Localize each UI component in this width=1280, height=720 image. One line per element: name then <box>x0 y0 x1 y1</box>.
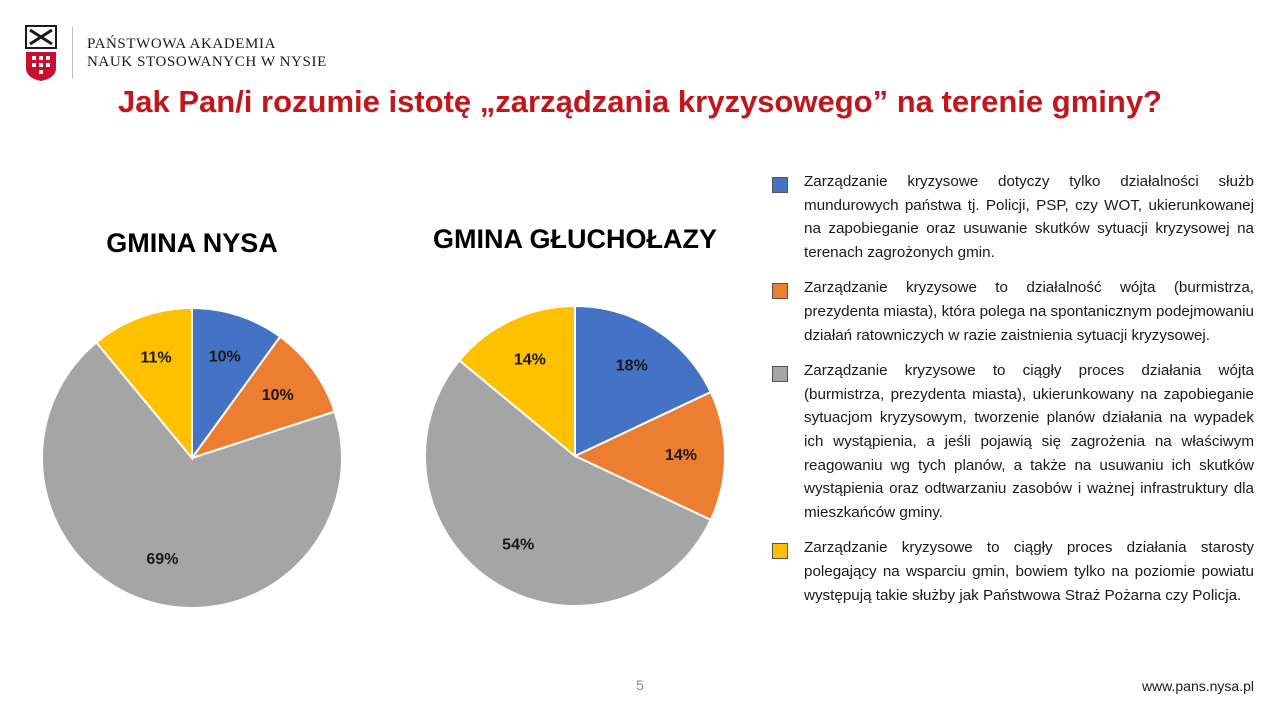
pie-chart-nysa <box>42 308 342 608</box>
pie-label-glucholazy-yellow: 14% <box>513 351 546 369</box>
legend-swatch-gray <box>772 366 788 382</box>
pie-label-nysa-blue: 10% <box>208 348 241 366</box>
legend-swatch-blue <box>772 177 788 193</box>
legend-text: Zarządzanie kryzysowe to działalność wójta (burmistrza, prezydenta miasta), która polega na spontanicznym podejmowaniu działań ratowniczych w razie zaistnienia sytuacji kryzysowej. <box>804 279 1254 344</box>
pie-label-nysa-orange: 10% <box>261 386 294 404</box>
legend-text: Zarządzanie kryzysowe to ciągły proces działania starosty polegający na wsparciu gmin, bowiem tylko na poziomie powiatu występują takie służby jak Państwowa Straż Pożarna czy Policja. <box>804 539 1254 604</box>
slide-title: Jak Pan/i rozumie istotę „zarządzania kryzysowego” na terenie gminy? <box>118 84 1162 119</box>
pie-label-nysa-gray: 69% <box>146 551 179 569</box>
page-number: 5 <box>636 677 644 693</box>
legend-swatch-orange <box>772 283 788 299</box>
pie-label-nysa-yellow: 11% <box>140 349 172 367</box>
legend-item <box>770 536 1254 607</box>
logo-divider <box>72 27 73 79</box>
legend-item <box>770 170 1254 264</box>
pie-label-glucholazy-orange: 14% <box>664 447 698 465</box>
pie-label-glucholazy-blue: 18% <box>615 357 648 375</box>
legend-text: Zarządzanie kryzysowe to ciągły proces działania wójta (burmistrza, prezydenta miasta), ukierunkowany na zapobieganie sytuacjom kryzysowym, tworzenie planów działania na wypadek ich wystąpienia, a jeśli pojawią się zagrożenia na właściwym reagowaniu wg tych planów, a także na usuwaniu ich skutków wystąpienia oraz odtwarzaniu zasobów i ważnej infrastruktury dla mieszkańców gminy. <box>804 362 1254 521</box>
pie-title-nysa: GMINA NYSA <box>106 228 278 258</box>
website-link[interactable]: www.pans.nysa.pl <box>1141 678 1254 694</box>
legend-text: Zarządzanie kryzysowe dotyczy tylko działalności służb mundurowych państwa tj. Policji, PSP, czy WOT, ukierunkowanej na zapobieganie oraz usuwanie skutków sytuacji kryzysowej na terenach zagrożonych gmin. <box>804 173 1254 261</box>
organization-name-line1: PAŃSTWOWA AKADEMIA <box>87 36 277 52</box>
pie-chart-glucholazy <box>425 306 725 606</box>
organization-name <box>87 35 327 71</box>
legend-item <box>770 276 1254 347</box>
organization-name-line2: NAUK STOSOWANYCH W NYSIE <box>87 54 327 70</box>
legend-item <box>770 359 1254 524</box>
academy-logo <box>24 24 58 82</box>
pie-label-glucholazy-gray: 54% <box>502 536 535 554</box>
legend <box>770 170 1254 619</box>
legend-swatch-yellow <box>772 543 788 559</box>
pie-title-glucholazy: GMINA GŁUCHOŁAZY <box>433 224 717 254</box>
header <box>24 24 327 84</box>
